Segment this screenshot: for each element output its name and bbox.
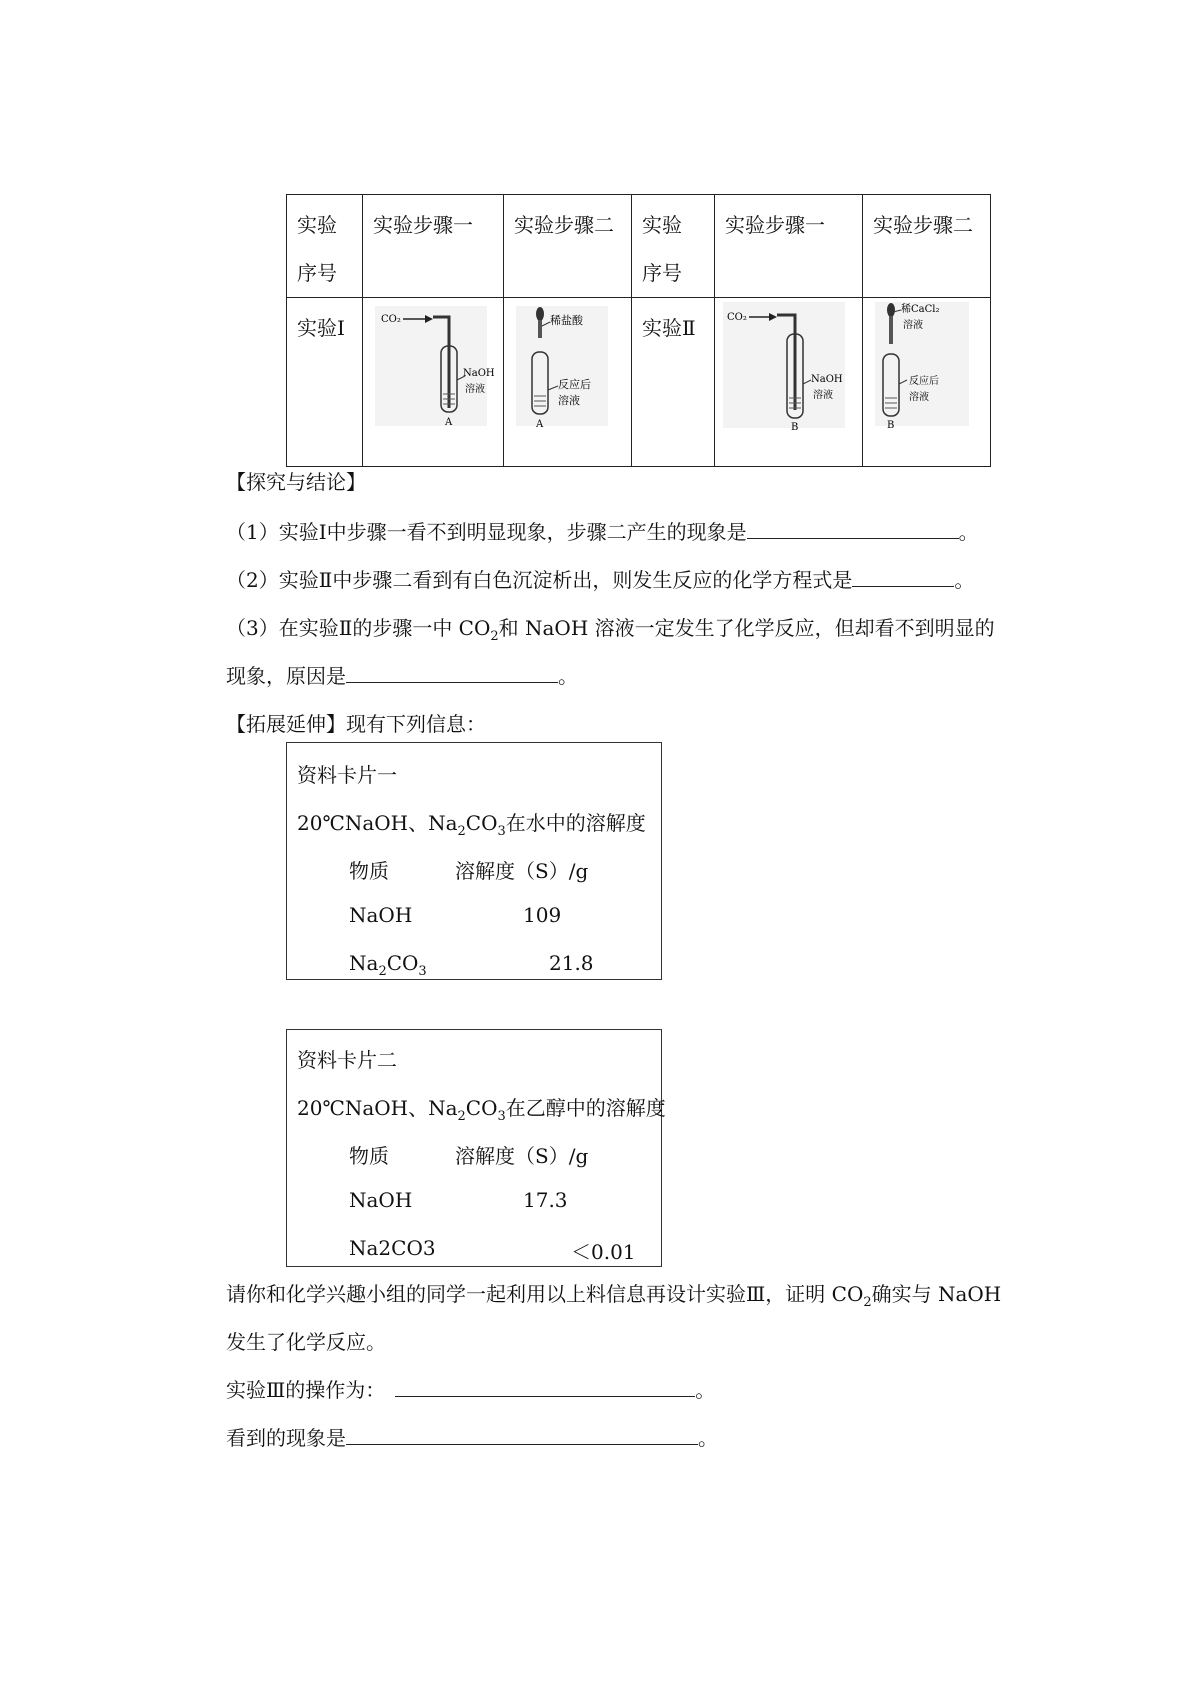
question-1: （1）实验Ⅰ中步骤一看不到明显现象，步骤二产生的现象是 。 — [226, 520, 979, 544]
exp2-step1-figure — [715, 298, 863, 467]
exp1-step2-figure — [504, 298, 632, 467]
answer-blank-3[interactable] — [346, 662, 558, 683]
svg-text:B: B — [887, 420, 895, 431]
svg-text:稀CaCl₂: 稀CaCl₂ — [901, 304, 940, 315]
svg-text:NaOH: NaOH — [463, 368, 495, 379]
card-title: 资料卡片二 — [297, 1048, 397, 1072]
svg-text:B: B — [791, 422, 799, 433]
question-3-line2: 现象，原因是 。 — [226, 664, 578, 688]
section-heading-inquiry: 【探究与结论】 — [226, 470, 366, 494]
svg-text:NaOH: NaOH — [811, 374, 843, 385]
header-cell: 实验步骤一 — [363, 195, 504, 298]
exp2-label: 实验Ⅱ — [632, 298, 715, 467]
svg-text:溶液: 溶液 — [813, 390, 833, 401]
answer-blank-2[interactable] — [852, 566, 954, 587]
exp1-step1-figure — [363, 298, 504, 467]
card-subtitle: 20℃NaOH、$Na_2CO_3$在水中的溶解度 — [297, 811, 646, 839]
answer-blank-1[interactable] — [747, 518, 959, 539]
experiment-table — [286, 194, 991, 467]
row-value: ＜0.01 — [571, 1240, 636, 1264]
svg-text:溶液: 溶液 — [909, 392, 929, 403]
svg-text:反应后: 反应后 — [909, 376, 939, 387]
info-card-2 — [286, 1029, 666, 1267]
row-value: 21.8 — [549, 951, 594, 975]
col-header-substance: 物质 — [349, 859, 389, 883]
table-row — [287, 298, 991, 467]
svg-text:稀盐酸: 稀盐酸 — [550, 314, 583, 327]
row-name: Na2CO3 — [349, 1236, 436, 1260]
apparatus-a-step2-illustration — [504, 298, 632, 466]
question-2: （2）实验Ⅱ中步骤二看到有白色沉淀析出，则发生反应的化学方程式是 。 — [226, 568, 975, 592]
paragraph-design-line1: 请你和化学兴趣小组的同学一起利用以上料信息再设计实验Ⅲ，证明 $CO_2$确实与 NaOH — [226, 1282, 1002, 1310]
question-3-line1: （3）在实验Ⅱ的步骤一中 $CO_2$和 NaOH 溶液一定发生了化学反应，但却看不到明显的 — [226, 616, 995, 644]
svg-text:CO₂: CO₂ — [381, 314, 401, 325]
answer-blank-operation[interactable] — [395, 1376, 695, 1397]
exp2-step2-figure — [863, 298, 991, 467]
apparatus-b-step1-illustration — [715, 298, 863, 466]
table-header-row — [287, 195, 991, 298]
question-phenomenon: 看到的现象是 。 — [226, 1426, 718, 1450]
card-title: 资料卡片一 — [297, 763, 397, 787]
svg-text:反应后: 反应后 — [558, 378, 591, 391]
svg-text:A: A — [445, 417, 453, 428]
header-cell: 实验 序号 — [632, 195, 715, 298]
apparatus-b-step2-illustration — [863, 298, 991, 466]
paragraph-design-line2: 发生了化学反应。 — [226, 1330, 386, 1354]
row-value: 109 — [523, 903, 562, 927]
question-operation: 实验Ⅲ的操作为： 。 — [226, 1378, 716, 1402]
header-cell: 实验步骤二 — [863, 195, 991, 298]
svg-text:溶液: 溶液 — [558, 394, 580, 407]
exp1-label: 实验Ⅰ — [287, 298, 363, 467]
row-name: $Na_2CO_3$ — [349, 951, 427, 979]
apparatus-a-step1-illustration — [363, 298, 504, 466]
header-cell: 实验 序号 — [287, 195, 363, 298]
answer-blank-phenomenon[interactable] — [346, 1424, 698, 1445]
row-value: 17.3 — [523, 1188, 568, 1212]
col-header-solubility: 溶解度（S）/g — [455, 1144, 589, 1168]
card-subtitle: 20℃NaOH、$Na_2CO_3$在乙醇中的溶解度 — [297, 1096, 666, 1124]
col-header-substance: 物质 — [349, 1144, 389, 1168]
svg-text:溶液: 溶液 — [903, 320, 923, 331]
svg-text:CO₂: CO₂ — [727, 312, 747, 323]
header-cell: 实验步骤一 — [715, 195, 863, 298]
row-name: NaOH — [349, 903, 413, 927]
svg-text:溶液: 溶液 — [465, 384, 485, 395]
svg-text:A: A — [536, 419, 544, 430]
row-name: NaOH — [349, 1188, 413, 1212]
col-header-solubility: 溶解度（S）/g — [455, 859, 589, 883]
info-card-1 — [286, 742, 662, 980]
header-cell: 实验步骤二 — [504, 195, 632, 298]
section-heading-extension: 【拓展延伸】现有下列信息： — [226, 712, 486, 736]
